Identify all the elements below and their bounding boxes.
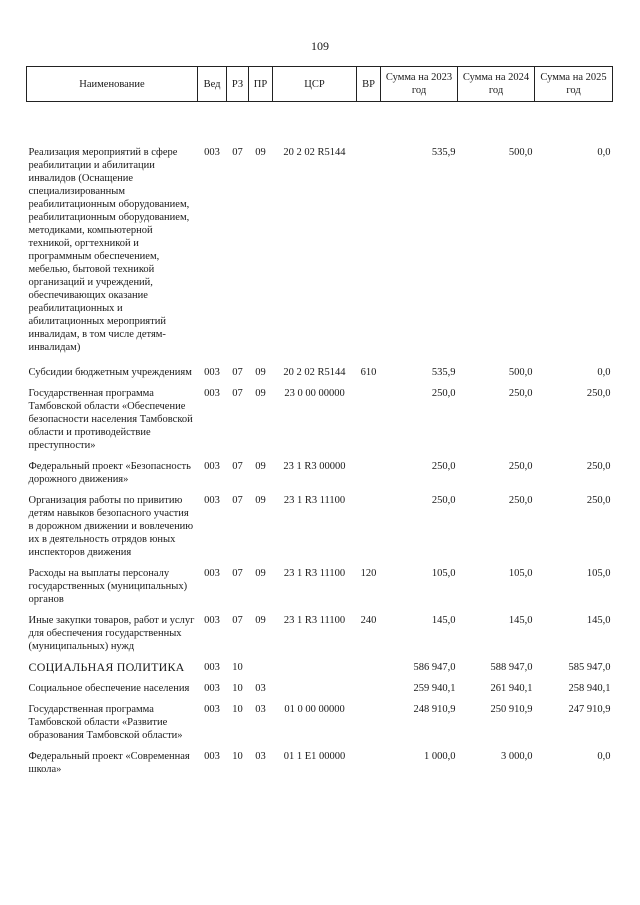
header-vr: ВР <box>357 67 381 102</box>
row-sum-2023: 250,0 <box>431 387 456 399</box>
row-sum-2024: 105,0 <box>508 567 533 579</box>
row-vr <box>357 682 381 703</box>
row-ved: 003 <box>204 614 220 626</box>
header-pr: ПР <box>249 67 273 102</box>
table-row <box>27 567 613 614</box>
row-vr <box>357 661 381 682</box>
row-csr: 20 2 02 R5144 <box>283 147 346 158</box>
row-sum-2025: 0,0 <box>597 750 611 762</box>
row-sum-2025: 0,0 <box>597 366 611 378</box>
row-sum-2023: 145,0 <box>431 614 456 626</box>
row-csr: 23 1 R3 00000 <box>283 460 346 472</box>
row-vr <box>357 102 381 366</box>
row-sum-2024: 500,0 <box>508 366 533 378</box>
row-ved: 003 <box>204 750 220 762</box>
row-name: Социальное обеспечение населения <box>28 682 190 694</box>
row-pr: 09 <box>255 387 266 399</box>
row-sum-2025: 250,0 <box>586 460 611 472</box>
row-name: Государственная программа Тамбовской области «Развитие образования Тамбовской области» <box>28 703 183 741</box>
row-sum-2024: 500,0 <box>508 147 533 158</box>
row-sum-2024: 588 947,0 <box>490 661 533 673</box>
row-pr: 09 <box>255 567 266 579</box>
row-csr: 23 0 00 00000 <box>284 387 345 399</box>
row-rz: 07 <box>232 387 243 399</box>
row-vr <box>357 494 381 567</box>
row-ved: 003 <box>204 661 220 673</box>
row-pr <box>249 661 273 682</box>
row-sum-2025: 250,0 <box>586 494 611 506</box>
row-ved: 003 <box>204 494 220 506</box>
row-ved: 003 <box>204 387 220 399</box>
row-csr: 01 1 E1 00000 <box>283 750 346 762</box>
row-vr <box>357 387 381 460</box>
row-vr: 610 <box>360 366 377 378</box>
table-row <box>27 387 613 460</box>
row-name: Государственная программа Тамбовской области «Обеспечение безопасности населения Тамбовской области и противодействие преступности» <box>28 387 193 451</box>
row-name: Расходы на выплаты персоналу государственных (муниципальных) органов <box>28 567 188 605</box>
row-csr <box>273 682 357 703</box>
page-number: 109 <box>311 39 329 53</box>
row-sum-2024: 250,0 <box>508 387 533 399</box>
table-row <box>27 703 613 750</box>
row-sum-2024: 250,0 <box>508 494 533 506</box>
row-name: Субсидии бюджетным учреждениям <box>28 366 192 378</box>
row-csr: 23 1 R3 11100 <box>283 614 346 626</box>
row-sum-2025: 105,0 <box>586 567 611 579</box>
row-pr: 09 <box>255 460 266 472</box>
table-row <box>27 750 613 784</box>
row-rz: 07 <box>232 366 243 378</box>
row-pr: 09 <box>255 494 266 506</box>
row-rz: 07 <box>232 494 243 506</box>
row-pr: 09 <box>255 614 266 626</box>
row-sum-2023: 259 940,1 <box>413 682 456 694</box>
row-ved: 003 <box>204 366 220 378</box>
row-sum-2024: 261 940,1 <box>490 682 533 694</box>
row-rz: 10 <box>232 750 243 762</box>
row-name: Реализация мероприятий в сфере реабилитации и абилитации инвалидов (Оснащение специализированным реабилитационным оборудованием, реабилитационным оборудованием, методиками, компьютерной техникой, оргтехникой и программным обеспечением, мебелью, бытовой техникой организаций и учреждений, обеспечивающих оказание реабилитационных и абилитационных мероприятий инвалидам, в том числе детям-инвалидам) <box>28 147 190 353</box>
row-sum-2025: 145,0 <box>586 614 611 626</box>
row-vr <box>357 460 381 494</box>
header-name: Наименование <box>27 67 198 102</box>
row-sum-2025: 250,0 <box>586 387 611 399</box>
row-sum-2023: 535,9 <box>431 147 456 158</box>
header-sum-2024: Сумма на 2024 год <box>458 67 535 102</box>
row-pr: 03 <box>255 703 266 715</box>
budget-table <box>26 66 613 784</box>
row-csr: 23 1 R3 11100 <box>283 567 346 579</box>
table-row <box>27 614 613 661</box>
row-vr <box>357 703 381 750</box>
row-sum-2024: 145,0 <box>508 614 533 626</box>
row-sum-2023: 250,0 <box>431 460 456 472</box>
row-name: СОЦИАЛЬНАЯ ПОЛИТИКА <box>28 659 185 674</box>
table-header-row <box>27 67 613 102</box>
row-rz: 07 <box>232 567 243 579</box>
row-name: Организация работы по привитию детям навыков безопасного участия в дорожном движении и вовлечению их в деятельность отрядов юных инспекторов движения <box>28 494 194 558</box>
row-vr <box>357 750 381 784</box>
row-sum-2023: 105,0 <box>431 567 456 579</box>
table-row <box>27 102 613 366</box>
row-sum-2025: 247 910,9 <box>568 703 611 715</box>
row-vr: 240 <box>360 614 377 626</box>
header-csr: ЦСР <box>273 67 357 102</box>
row-sum-2023: 1 000,0 <box>424 750 456 762</box>
row-sum-2024: 250 910,9 <box>490 703 533 715</box>
row-sum-2025: 258 940,1 <box>568 682 611 694</box>
row-rz: 07 <box>232 147 243 158</box>
row-rz: 10 <box>232 682 243 694</box>
row-pr: 03 <box>255 682 266 694</box>
row-pr: 09 <box>255 366 266 378</box>
header-ved: Вед <box>198 67 227 102</box>
table-row <box>27 661 613 682</box>
row-csr: 01 0 00 00000 <box>284 703 345 715</box>
row-rz: 10 <box>232 703 243 715</box>
row-csr: 20 2 02 R5144 <box>283 366 346 378</box>
table-row <box>27 682 613 703</box>
row-sum-2024: 250,0 <box>508 460 533 472</box>
row-rz: 10 <box>232 661 243 673</box>
row-ved: 003 <box>204 567 220 579</box>
row-name: Федеральный проект «Современная школа» <box>28 750 190 775</box>
table-row <box>27 366 613 387</box>
row-rz: 07 <box>232 460 243 472</box>
row-sum-2023: 250,0 <box>431 494 456 506</box>
row-sum-2024: 3 000,0 <box>501 750 533 762</box>
table-row <box>27 494 613 567</box>
header-sum-2023: Сумма на 2023 год <box>381 67 458 102</box>
row-vr: 120 <box>360 567 377 579</box>
row-ved: 003 <box>204 682 220 694</box>
row-ved: 003 <box>204 460 220 472</box>
header-sum-2025: Сумма на 2025 год <box>535 67 613 102</box>
row-pr: 09 <box>255 147 266 158</box>
row-name: Федеральный проект «Безопасность дорожного движения» <box>28 460 191 485</box>
row-sum-2025: 585 947,0 <box>568 661 611 673</box>
row-sum-2025: 0,0 <box>597 147 611 158</box>
row-sum-2023: 535,9 <box>431 366 456 378</box>
header-rz: РЗ <box>227 67 249 102</box>
row-ved: 003 <box>204 147 220 158</box>
row-csr <box>273 661 357 682</box>
row-name: Иные закупки товаров, работ и услуг для обеспечения государственных (муниципальных) нужд <box>28 614 195 652</box>
row-sum-2023: 586 947,0 <box>413 661 456 673</box>
row-sum-2023: 248 910,9 <box>413 703 456 715</box>
row-rz: 07 <box>232 614 243 626</box>
row-pr: 03 <box>255 750 266 762</box>
row-csr: 23 1 R3 11100 <box>283 494 346 506</box>
row-ved: 003 <box>204 703 220 715</box>
table-row <box>27 460 613 494</box>
